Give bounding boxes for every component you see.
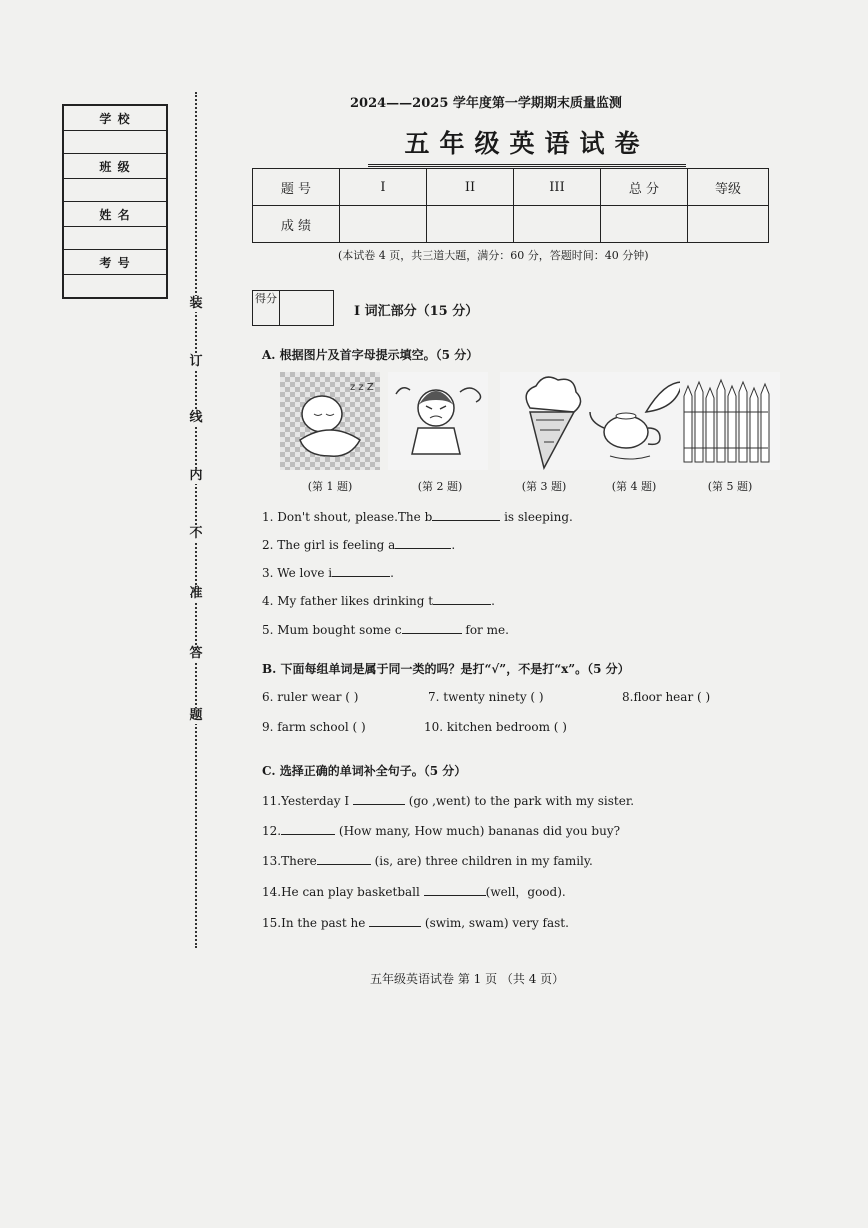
question-text: (is, are) three children in my family.: [370, 854, 593, 868]
info-name-label: 姓 名: [64, 202, 166, 227]
section-score-box: [252, 290, 334, 326]
info-id-label: 考 号: [64, 250, 166, 275]
picture-caption: (第 4 题): [611, 480, 657, 493]
answer-blank[interactable]: [432, 508, 500, 521]
info-school-field: [64, 131, 166, 154]
picture-caption: (第 1 题): [307, 480, 353, 493]
page-footer: 五年级英语试卷 第 1 页 （共 4 页）: [370, 972, 565, 986]
crayons-image: [680, 372, 780, 470]
question-text: 15.In the past he: [262, 916, 370, 930]
info-id-field: [64, 275, 166, 297]
student-info-box: [62, 104, 168, 299]
score-cell[interactable]: [340, 206, 427, 243]
question-text: 5. Mum bought some c: [262, 623, 402, 637]
score-cell[interactable]: [427, 206, 514, 243]
question-text: .: [491, 594, 495, 608]
info-name-field: [64, 227, 166, 250]
question-text: .: [390, 566, 394, 580]
question-item: [262, 914, 569, 930]
score-header-cell: I: [340, 169, 427, 206]
question-item[interactable]: 9. farm school ( ): [262, 720, 366, 734]
binding-char: 订: [180, 354, 212, 370]
section-1-title: I 词汇部分（15 分）: [354, 304, 479, 319]
question-item[interactable]: 7. twenty ninety ( ): [428, 690, 544, 704]
question-text: 13.There: [262, 854, 317, 868]
picture-caption: (第 3 题): [521, 480, 567, 493]
question-text: (well，good).: [485, 885, 566, 899]
score-header-cell: 等级: [688, 169, 769, 206]
binding-char: 装: [180, 296, 212, 312]
binding-char: 不: [180, 526, 212, 542]
picture-caption: (第 2 题): [417, 480, 463, 493]
score-cell[interactable]: [601, 206, 688, 243]
exam-subtitle: 2024——2025 学年度第一学期期末质量监测: [350, 96, 622, 111]
score-header-cell: III: [514, 169, 601, 206]
question-item[interactable]: 8.floor hear ( ): [622, 690, 711, 704]
score-cell[interactable]: [688, 206, 769, 243]
section-score-label: 得分: [253, 291, 280, 325]
answer-blank[interactable]: [402, 621, 462, 634]
binding-char: 题: [180, 708, 212, 724]
sleeping-baby-image: [280, 372, 380, 470]
binding-char: 内: [180, 468, 212, 484]
info-class-label: 班 级: [64, 154, 166, 179]
answer-blank[interactable]: [353, 792, 405, 805]
question-text: (go ,went) to the park with my sister.: [404, 794, 635, 808]
question-text: .: [451, 538, 456, 552]
binding-dotted-line: [195, 92, 197, 948]
binding-char: 答: [180, 646, 212, 662]
answer-blank[interactable]: [317, 852, 371, 865]
exam-note: (本试卷 4 页，共三道大题，满分：60 分，答题时间：40 分钟): [338, 249, 649, 262]
question-item: [262, 883, 566, 900]
question-text: is sleeping.: [500, 510, 573, 524]
score-cell[interactable]: [514, 206, 601, 243]
info-school-label: 学 校: [64, 106, 166, 131]
question-text: 3. We love i: [262, 566, 333, 580]
question-item: [262, 792, 634, 808]
answer-blank[interactable]: [281, 822, 335, 835]
answer-blank[interactable]: [369, 914, 421, 927]
score-table: [252, 168, 769, 243]
question-text: 14.He can play basketball: [262, 885, 424, 899]
question-item: [262, 564, 394, 580]
question-text: (How many, How much) bananas did you buy?: [335, 824, 621, 838]
svg-text:z z Z: z z Z: [350, 382, 374, 393]
tea-image: [586, 372, 686, 470]
question-text: (swim, swam) very fast.: [421, 916, 569, 930]
question-item[interactable]: 10. kitchen bedroom ( ): [424, 720, 567, 734]
score-header-cell: 题 号: [253, 169, 340, 206]
exam-title: 五年级英语试卷: [368, 124, 686, 167]
question-text: 4. My father likes drinking t: [262, 594, 434, 608]
question-item: [262, 852, 593, 868]
question-item: [262, 536, 455, 552]
question-text: for me.: [461, 623, 509, 637]
question-item: [262, 621, 509, 637]
part-b-title: B. 下面每组单词是属于同一类的吗？是打“√”，不是打“x”。（5 分）: [262, 662, 630, 676]
answer-blank[interactable]: [332, 564, 390, 577]
picture-caption: (第 5 题): [707, 480, 753, 493]
question-text: 2. The girl is feeling a: [262, 538, 396, 552]
binding-char: 线: [180, 410, 212, 426]
binding-char: 准: [180, 586, 212, 602]
score-row-label: 成 绩: [253, 206, 340, 243]
question-text: 12.: [262, 824, 282, 838]
question-item: [262, 508, 573, 524]
answer-blank[interactable]: [433, 592, 491, 605]
question-text: 1. Don't shout, please.The b: [262, 510, 433, 524]
part-c-title: C. 选择正确的单词补全句子。（5 分）: [262, 764, 467, 778]
info-class-field: [64, 179, 166, 202]
question-item: [262, 822, 620, 838]
answer-blank[interactable]: [424, 883, 486, 896]
ice-cream-image: [500, 372, 600, 470]
angry-girl-image: [388, 372, 488, 470]
answer-blank[interactable]: [395, 536, 451, 549]
score-header-cell: II: [427, 169, 514, 206]
question-item[interactable]: 6. ruler wear ( ): [262, 690, 359, 704]
score-header-cell: 总 分: [601, 169, 688, 206]
question-item: [262, 592, 495, 608]
part-a-title: A. 根据图片及首字母提示填空。（5 分）: [262, 348, 479, 362]
question-text: 11.Yesterday I: [262, 794, 353, 808]
